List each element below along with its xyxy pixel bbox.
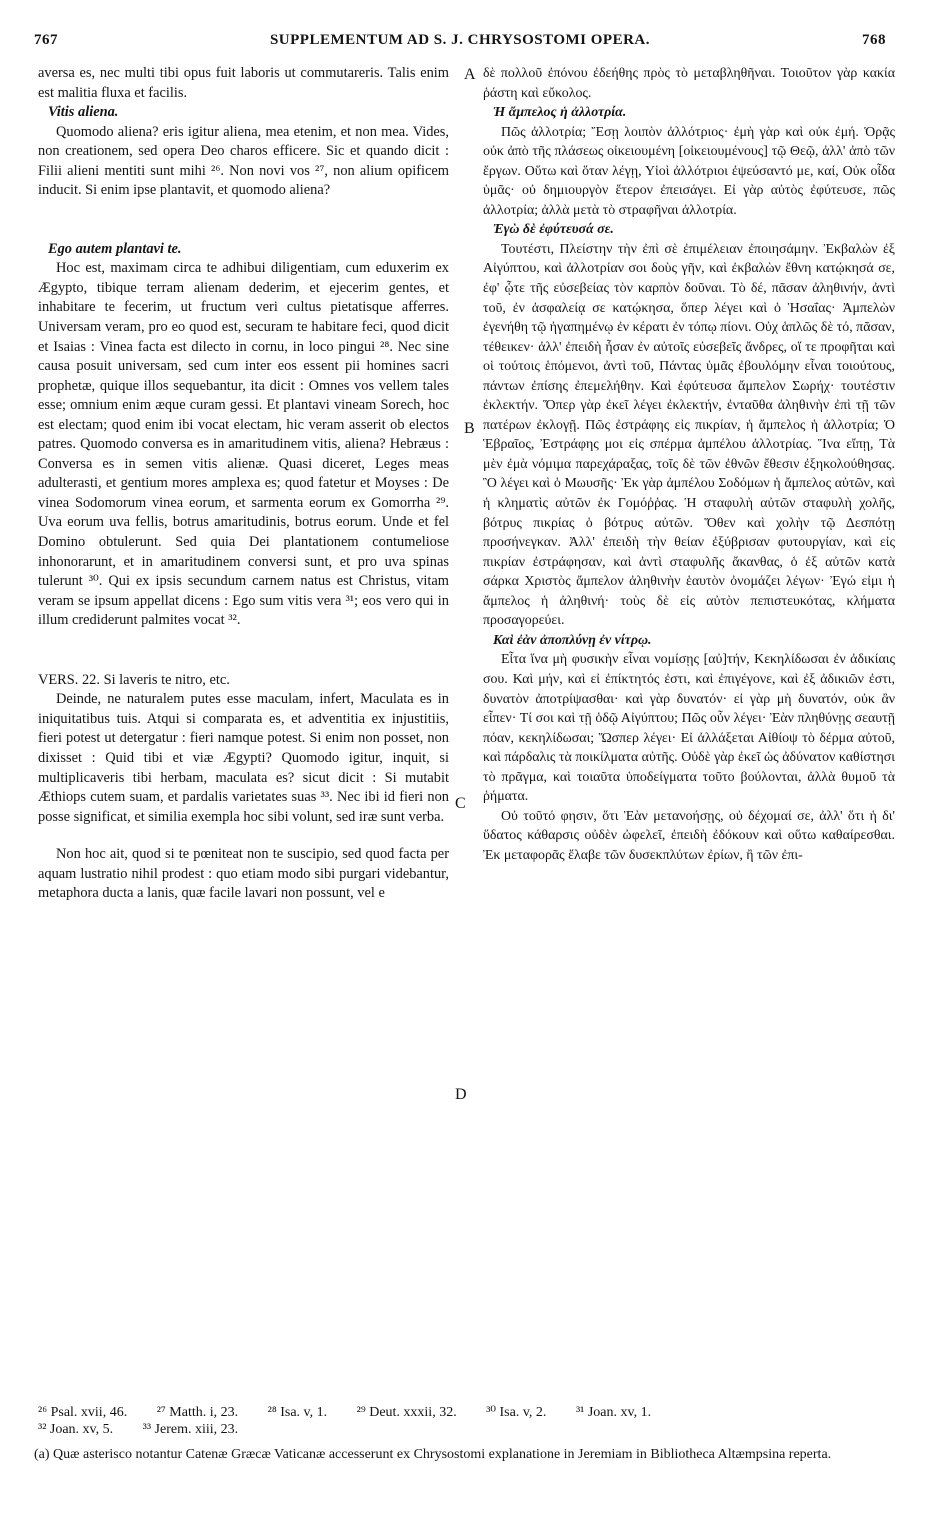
spacer	[38, 631, 449, 671]
latin-lemma-2: Ego autem plantavi te.	[48, 240, 182, 257]
latin-paragraph-5: Non hoc ait, quod si te pœniteat non te suscipio, sed quod facta per aquam lustratio nihil prodest : quo etiam modo sibi purgari videbantur, metaphora ducta a lanis, quæ facile lavari non possunt, vel e	[38, 846, 449, 902]
footnotes-row-1	[38, 1404, 898, 1421]
latin-paragraph-3: Hoc est, maximam circa te adhibui diligentiam, cum eduxerim ex Ægypto, tibique terram alienam dederim, et ejecerim gentes, et inhabitare te fecerim, ut fructum veri cultus pietatisque afferres. Universam veram, pro eo quod est, securam te habitare feci, quod dicit et Isaias : Vinea facta est dilecto in cornu, in loco pingui ²⁸. Nec sine causa posuit universam, sed cum inter eos essent pii homines sacri prophetæ, quique illos sequebantur, ita dicit : Omnes vos vellem tales esse; omnium enim æque curam gessi. Et plantavi vineam Sorech, hoc est electam; quod enim ibi vocat electam, hic veram asserit ob electos patres. Quomodo conversa es in amaritudinem vitis, aliena? Hebræus : Conversa es in semen vitis alienæ. Quasi diceret, Leges meas adulterasti, et gentium mores amplexa es; quod fatetur et Moyses : De vinea Sodomorum vinea eorum, et sarmenta eorum ex Gomorrha ²⁹. Uva eorum uva fellis, botrus amaritudinis, botrus eorum. Unde et fel Domino obtulerunt. Sed quia Dei plantationem contumeliose inhonorarunt, et in amaritudinem conversi sunt, et pro uva spinas tulerunt ³⁰. Qui ex ipsis secundum carnem natus est Christus, vitam veram se ipsum appellat dicens : Ego sum vitis vera ³¹; eos vero qui in illum crediderunt palmites vocat ³².	[38, 260, 449, 629]
footnote: ²⁹ Deut. xxxii, 32.	[356, 1405, 457, 1420]
greek-paragraph-3: Τουτέστι, Πλείστην τὴν ἐπὶ σὲ ἐπιμέλειαν ἐποιησάμην. Ἐκβαλὼν ἐξ Αἰγύπτου, καὶ ἀλλοτρίαν σοι δοὺς γῆν, καὶ ἐκβαλὼν ἔθνη κατῴκησά σε, ἐφ' ᾧτε τῆς εὐσεβείας τὸν καρπὸν δοῦναι. Τὸ δέ, πᾶσαν ἀληθινήν, ἀντὶ τοῦ, ἐν ἀσφαλείᾳ σε κατῴκησα, ὅπερ λέγει καὶ ὁ Ἡσαΐας· Ἀμπελὼν ἐγενήθη τῷ ἠγαπημένῳ ἐν κέρατι ἐν τόπῳ πίονι. Οὐχ ἁπλῶς δὲ τό, πᾶσαν, τέθεικεν· ἀλλ' ἐπειδὴ ἦσαν ἐν αὐτοῖς εὐσεβεῖς ἄνδρες, οἵ τε προφῆται καὶ οἱ τούτοις ἑπόμενοι, ἀντὶ τοῦ, Πάντας ὑμᾶς ἐβουλόμην εἶναι τοιούτους, πάντων ἐπίσης ἐπεμελήθην. Καὶ ἐφύτευσα ἄμπελον Σωρήχ· τουτέστιν ἐκλεκτήν. Ὅπερ γὰρ ἐκεῖ λέγει ἐκλεκτήν, ἐνταῦθα ἀληθινὴν ἐπὶ τῇ τῶν πατέρων ἐκλογῇ. Πῶς ἐστράφης εἰς πικρίαν, ἡ ἄμπελος ἡ ἀλλοτρία; Ὁ Ἑβραῖος, Ἐστράφης μοι εἰς σπέρμα ἀμπέλου ἀλλοτρίας. Ἵνα εἴπῃ, Τὰ μὲν ἐμὰ νόμιμα παρεχάραξας, τοῖς δὲ τῶν ἐθνῶν ἔθεσιν ἐξηκολούθησας. Ὃ λέγει καὶ ὁ Μωυσῆς· Ἐκ γὰρ ἀμπέλου Σοδόμων ἡ ἄμπελος αὐτῶν, καὶ ἡ κληματὶς αὐτῶν ἐκ Γομόῤῥας. Ἡ σταφυλὴ αὐτῶν σταφυλὴ χολῆς, βότρυς πικρίας ὁ βότρυς αὐτῶν. Ὅθεν καὶ χολὴν τῷ Δεσπότῃ προσήνεγκαν. Ἀλλ' ἐπειδὴ τὴν θείαν ἐξύβρισαν φυτουργίαν, καὶ εἰς πικρίαν ἐστράφησαν, καὶ ἀντὶ σταφυλῆς ἄκανθας, ὁ ἐξ αὐτῶν κατὰ σάρκα Χριστὸς ἄμπελον ἀληθινὴν ἑαυτὸν ὀνομάζει λέγων· Ἐγώ εἰμι ἡ ἄμπελος ἡ ἀληθινή· τοὺς δὲ εἰς αὐτὸν πεπιστευκότας, κλήματα προσαγορεύει.	[483, 241, 895, 629]
footnote: ³² Joan. xv, 5.	[38, 1422, 114, 1437]
footnote: ²⁶ Psal. xvii, 46.	[38, 1405, 128, 1420]
footnotes-row-2	[38, 1421, 898, 1438]
page-number-right: 768	[862, 32, 886, 48]
editorial-note: (a) Quæ asterisco notantur Catenæ Græcæ Vaticanæ accesserunt ex Chrysostomi explanatione in Jeremiam in Bibliotheca Altæmpsina reperta.	[34, 1447, 832, 1462]
latin-lemma-1: Vitis aliena.	[48, 104, 119, 121]
margin-letter-a: A	[464, 66, 476, 83]
margin-letter-d: D	[455, 1086, 467, 1103]
greek-lemma-2: Ἐγὼ δὲ ἐφύτευσά σε.	[493, 222, 614, 238]
running-header	[34, 32, 886, 54]
page-number-left: 767	[34, 32, 58, 48]
greek-paragraph-5: Οὐ τοῦτό φησιν, ὅτι Ἐὰν μετανοήσῃς, οὐ δέχομαί σε, ἀλλ' ὅτι ἡ δι' ὕδατος κάθαρσις οὐδὲν ὠφελεῖ, ἐπειδὴ ἐδόκουν καὶ οὕτω καθαίρεσθαι. Ἐκ μεταφορᾶς ἔλαβε τῶν δυσεκπλύτων ἐρίων, ἢ τῶν ἐπι-	[483, 808, 895, 863]
greek-lemma-1: Ἡ ἄμπελος ἡ ἀλλοτρία.	[493, 105, 627, 121]
greek-paragraph-2: Πῶς ἀλλοτρία; Ἔσῃ λοιπὸν ἀλλότριος· ἐμὴ γὰρ καὶ οὐκ ἐμή. Ὁρᾷς οὐκ ἀπὸ τῆς πλάσεως οἰκειουμένη [οἰκειουμένους] τῷ Θεῷ, ἀλλ' ἀπὸ τῶν ἔργων. Οὕτω καὶ ὅταν λέγῃ, Υἱοὶ ἀλλότριοι ἐψεύσαντό με, καί, Οὐκ οἶδα ὑμᾶς· οὐ δημιουργὸν ἕτερον ἐπεισάγει. Εἰ γὰρ αὐτὸς ἐφύτευσε, πῶς ἀλλοτρία; ἀλλὰ μετὰ τὸ στραφῆναι ἀλλοτρία.	[483, 124, 895, 218]
spacer	[38, 827, 449, 845]
latin-paragraph-1: aversa es, nec multi tibi opus fuit laboris ut commutareris. Talis enim est malitia fluxa et facilis.	[38, 65, 449, 101]
greek-paragraph-1: δὲ πολλοῦ ἐπόνου ἐδεήθης πρὸς τὸ μεταβληθῆναι. Τοιοῦτον γὰρ κακία ῥάστη καὶ εὔκολος.	[483, 66, 895, 101]
footnote: ³¹ Joan. xv, 1.	[575, 1405, 652, 1420]
greek-verse-heading: Καὶ ἐὰν ἀποπλύνῃ ἐν νίτρῳ.	[493, 632, 652, 648]
margin-letter-b: B	[464, 420, 475, 437]
footnote: ³⁰ Isa. v, 2.	[486, 1405, 547, 1420]
footnote: ²⁸ Isa. v, 1.	[267, 1405, 328, 1420]
footnote: ²⁷ Matth. i, 23.	[156, 1405, 239, 1420]
latin-verse-heading: VERS. 22. Si laveris te nitro, etc.	[38, 671, 230, 688]
margin-letter-c: C	[455, 795, 466, 812]
latin-paragraph-2: Quomodo aliena? eris igitur aliena, mea etenim, et non mea. Vides, non creationem, sed opera Deo charos efficere. Sic et quando dicit : Filii alieni mentiti sunt mihi ²⁶. Non novi vos ²⁷, non alium opificem inducit. Si enim ipse plantavit, et quomodo aliena?	[38, 123, 449, 199]
latin-column	[38, 64, 449, 904]
greek-column	[483, 64, 895, 865]
greek-paragraph-4: Εἶτα ἵνα μὴ φυσικὴν εἶναι νομίσῃς [αὐ]τήν, Κεκηλίδωσαι ἐν ἀδικίαις σου. Καὶ μήν, καὶ εἰ ἐπίκτητός ἐστι, καὶ ἐπιγέγονε, καὶ ἐξ ἀδικιῶν ἐστι, δυνατὸν ἀποτρίψασθαι· καὶ γὰρ δυνατόν· εἰ γὰρ μὴ δυνατόν, οὐκ ἂν εἶπεν· Τί σοι καὶ τῇ ὁδῷ Αἰγύπτου; Πῶς οὖν λέγει· Ἐὰν πληθύνῃς σεαυτῇ πόαν, κεκηλίδωσαι; Ὥσπερ λέγει· Εἰ ἀλλάξεται Αἰθίοψ τὸ δέρμα αὐτοῦ, καὶ πάρδαλις τὰ ποικίλματα αὐτῆς. Οὐδὲ γὰρ ἐκεῖ ὡς ἀδύνατον καθίστησι τὸ πρᾶγμα, καὶ τοιαῦτα ὑποδείγματα τοῦτο βούλονται, ἀλλὰ θυμοῦ τὰ ῥήματα.	[483, 652, 895, 805]
footnote: ³³ Jerem. xiii, 23.	[142, 1422, 239, 1437]
latin-paragraph-4: Deinde, ne naturalem putes esse maculam, infert, Maculata es in iniquitatibus tuis. Atqui si comparata es, et adventitia ex injustitiis, fieri potest ut detergatur : fieri namque potest. Si enim non posset, non dixisset : Quid tibi et viæ Ægypti? Quomodo igitur, inquit, si multiplicaveris tibi herbam, maculata es? sicut dicit : Si mutabit Æthiops cutem suam, et pardalis varietates suas ³³. Nec ibi id fieri non posse significat, et similia exempla hoc sibi volunt, sed iræ sunt verba.	[38, 691, 449, 825]
running-title: SUPPLEMENTUM AD S. J. CHRYSOSTOMI OPERA.	[269, 32, 651, 48]
spacer	[38, 201, 449, 240]
